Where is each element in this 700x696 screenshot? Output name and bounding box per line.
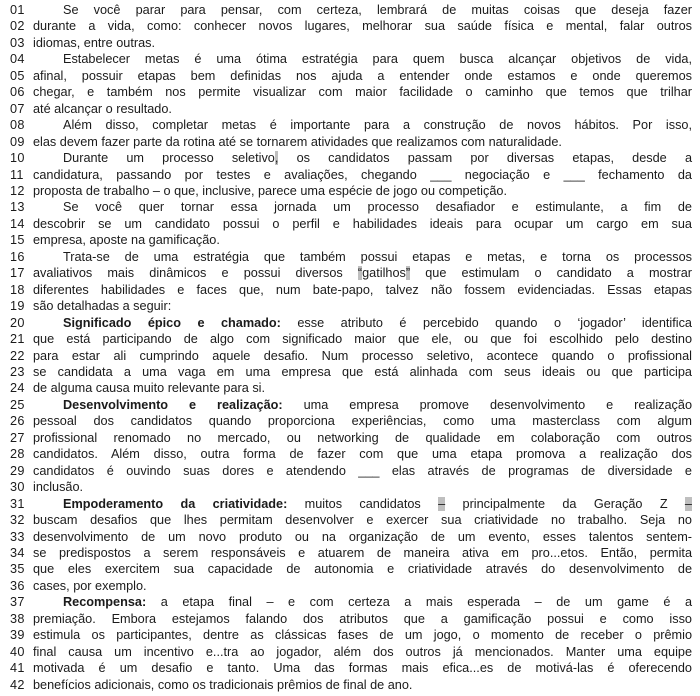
line-text <box>33 479 692 495</box>
text-line <box>10 397 692 413</box>
line-text <box>33 68 692 84</box>
line-text <box>33 167 692 183</box>
text-line <box>10 101 692 117</box>
line-number: 18 <box>10 282 25 297</box>
line-number: 25 <box>10 397 25 412</box>
line-number: 23 <box>10 364 25 379</box>
line-number: 08 <box>10 118 25 133</box>
line-number: 33 <box>10 529 25 544</box>
line-number: 14 <box>10 216 25 231</box>
line-number: 28 <box>10 447 25 462</box>
line-number: 16 <box>10 249 25 264</box>
highlighted-text: “ <box>357 266 363 281</box>
body-text: gatilhos <box>362 266 406 281</box>
highlighted-text: – <box>684 496 692 511</box>
line-number: 15 <box>10 233 25 248</box>
line-text <box>33 413 692 429</box>
bold-heading-text: Recompensa: <box>63 595 147 610</box>
text-line <box>10 545 692 561</box>
line-number: 32 <box>10 513 25 528</box>
text-line <box>10 117 692 133</box>
line-number: 03 <box>10 35 25 50</box>
text-line <box>10 282 692 298</box>
line-text <box>33 282 692 298</box>
line-text <box>33 644 692 660</box>
text-line <box>10 479 692 495</box>
line-text <box>33 660 692 676</box>
line-number: 06 <box>10 85 25 100</box>
body-text: buscam desafios que lhes permitam desenvolver e exercer sua criatividade no trabalho. Seja no <box>33 513 692 528</box>
text-line <box>10 611 692 627</box>
line-number: 38 <box>10 611 25 626</box>
body-text: durante a vida, como: conhecer novos lugares, melhorar sua saúde física e mental, falar outros <box>33 19 692 34</box>
line-text <box>33 397 692 413</box>
text-line <box>10 2 692 18</box>
text-line <box>10 331 692 347</box>
body-text: profissional renomado no mercado, ou networking de qualidade em colaboração com outros <box>33 430 692 445</box>
line-text <box>33 364 692 380</box>
line-text <box>33 298 692 314</box>
line-number: 12 <box>10 183 25 198</box>
text-line <box>10 348 692 364</box>
text-line <box>10 167 692 183</box>
line-text <box>33 578 692 594</box>
line-text <box>33 348 692 364</box>
text-line <box>10 249 692 265</box>
body-text: estimula os participantes, dentre as clássicas fases de um jogo, o momento de receber o prêmio <box>33 628 692 643</box>
body-text: que estimulam o candidato a mostrar <box>410 266 692 281</box>
text-line <box>10 578 692 594</box>
line-text <box>33 463 692 479</box>
line-text <box>33 199 692 215</box>
body-text: para estar ali cumprindo aquele desafio. Num processo seletivo, acontece quando o profissional <box>33 348 692 363</box>
body-text: chegar, e também nos permite visualizar com maior facilidade o caminho que temos que trilhar <box>33 85 692 100</box>
highlighted-text: – <box>438 496 446 511</box>
line-number: 36 <box>10 578 25 593</box>
line-text <box>33 51 692 67</box>
bold-heading-text: Significado épico e chamado: <box>63 315 281 330</box>
text-line <box>10 216 692 232</box>
body-text: se candidata a uma vaga em uma empresa que está alinhada com seus ideais ou que participa <box>33 364 692 379</box>
text-line <box>10 84 692 100</box>
text-line <box>10 430 692 446</box>
line-text <box>33 430 692 446</box>
line-number: 07 <box>10 101 25 116</box>
body-text: diferentes habilidades e faces que, num bate-papo, talvez não fossem evidenciadas. Essas etapas <box>33 282 692 297</box>
text-line <box>10 380 692 396</box>
line-text <box>33 84 692 100</box>
body-text: os candidatos passam por diversas etapas, desde a <box>278 151 692 166</box>
body-text: Além disso, completar metas é importante para a construção de novos hábitos. Por isso, <box>63 118 692 133</box>
text-line <box>10 496 692 512</box>
line-number: 05 <box>10 68 25 83</box>
body-text: idiomas, entre outras. <box>33 35 155 50</box>
line-number: 39 <box>10 628 25 643</box>
body-text: principalmente da Geração Z <box>445 496 685 511</box>
line-number: 01 <box>10 3 25 17</box>
body-text: avaliativos mais dinâmicos e possui diversos <box>33 266 358 281</box>
line-text <box>33 265 692 281</box>
text-line <box>10 627 692 643</box>
text-line <box>10 446 692 462</box>
line-text <box>33 18 692 34</box>
line-text <box>33 232 692 248</box>
line-number: 41 <box>10 661 25 676</box>
line-text <box>33 446 692 462</box>
line-text <box>33 183 692 199</box>
text-line <box>10 512 692 528</box>
body-text: de alguma causa muito relevante para si. <box>33 381 266 396</box>
line-number: 26 <box>10 414 25 429</box>
body-text: afinal, possuir etapas bem definidas nos ajuda a entender onde estamos e onde queremos <box>33 68 692 83</box>
text-line <box>10 232 692 248</box>
text-line <box>10 199 692 215</box>
text-line <box>10 35 692 51</box>
body-text: Durante um processo seletivo <box>63 151 275 166</box>
line-text <box>33 594 692 610</box>
text-line <box>10 68 692 84</box>
text-line <box>10 677 692 693</box>
line-number: 31 <box>10 496 25 511</box>
line-text <box>33 35 692 51</box>
line-text <box>33 545 692 561</box>
body-text: candidatos. Além disso, outra forma de fazer com que uma etapa promova a realização dos <box>33 447 692 462</box>
line-text <box>33 496 692 512</box>
body-text: Se você parar para pensar, com certeza, lembrará de muitas coisas que deseja fazer <box>63 3 692 17</box>
body-text: descobrir se um candidato possui o perfil e habilidades ideais para ocupar um cargo em sua <box>33 216 692 231</box>
line-text <box>33 216 692 232</box>
text-line <box>10 18 692 34</box>
line-text <box>33 134 692 150</box>
line-number: 34 <box>10 545 25 560</box>
line-text <box>33 512 692 528</box>
line-text <box>33 315 692 331</box>
body-text: são detalhadas a seguir: <box>33 299 172 314</box>
line-number: 04 <box>10 52 25 67</box>
line-text <box>33 529 692 545</box>
line-text <box>33 117 692 133</box>
body-text: cases, por exemplo. <box>33 578 147 593</box>
line-text <box>33 249 692 265</box>
text-line <box>10 364 692 380</box>
body-text: final causa um incentivo e...tra ao jogador, além dos outros já mencionados. Manter uma equipe <box>33 644 692 659</box>
text-line <box>10 298 692 314</box>
text-line <box>10 150 692 166</box>
line-number: 10 <box>10 151 25 166</box>
body-text: desenvolvimento de um novo produto ou na organização de um evento, esses talentos sentem- <box>33 529 692 544</box>
line-number: 24 <box>10 381 25 396</box>
line-number: 22 <box>10 348 25 363</box>
body-text: empresa, aposte na gamificação. <box>33 233 220 248</box>
line-number: 42 <box>10 677 25 692</box>
body-text: pessoal dos candidatos quando proporciona experiências, como uma masterclass com algum <box>33 414 692 429</box>
text-line <box>10 644 692 660</box>
body-text: a etapa final – e com certeza a mais esperada – de um game é a <box>146 595 692 610</box>
body-text: Se você quer tornar essa jornada um processo desafiador e estimulante, a fim de <box>63 200 692 215</box>
line-number: 40 <box>10 644 25 659</box>
text-line <box>10 529 692 545</box>
text-line <box>10 51 692 67</box>
line-text <box>33 677 692 693</box>
body-text: uma empresa promove desenvolvimento e realização <box>282 397 693 412</box>
bold-heading-text: Desenvolvimento e realização: <box>63 397 283 412</box>
line-text <box>33 611 692 627</box>
line-number: 09 <box>10 134 25 149</box>
text-line <box>10 134 692 150</box>
text-line <box>10 265 692 281</box>
body-text: benefícios adicionais, como os tradicionais prêmios de final de ano. <box>33 677 413 692</box>
line-number: 27 <box>10 430 25 445</box>
body-text: proposta de trabalho – o que, inclusive, parece uma espécie de jogo ou competição. <box>33 183 507 198</box>
body-text: que está participando de algo com significado maior que ele, ou que foi escolhido pelo destino <box>33 332 692 347</box>
line-number: 17 <box>10 266 25 281</box>
line-number: 30 <box>10 480 25 495</box>
body-text: inclusão. <box>33 480 84 495</box>
body-text: que eles exercitem sua capacidade de autonomia e criatividade através do desenvolvimento de <box>33 562 692 577</box>
line-text <box>33 2 692 18</box>
body-text: candidatura, passando por testes e avaliações, chegando ___ negociação e ___ fechamento da <box>33 167 692 182</box>
text-line <box>10 660 692 676</box>
text-line <box>10 413 692 429</box>
line-text <box>33 380 692 396</box>
line-number: 13 <box>10 200 25 215</box>
line-number: 29 <box>10 463 25 478</box>
body-text: se predispostos a serem responsáveis e atuarem de maneira ativa em pro...etos. Então, permita <box>33 545 692 560</box>
line-number: 02 <box>10 19 25 34</box>
text-line <box>10 561 692 577</box>
line-text <box>33 331 692 347</box>
line-text <box>33 101 692 117</box>
highlighted-text: , <box>274 151 279 166</box>
body-text: Estabelecer metas é uma ótima estratégia para quem busca alcançar objetivos de vida, <box>63 52 692 67</box>
body-text: elas devem fazer parte da rotina até se tornarem atividades que realizamos com naturalidade. <box>33 134 562 149</box>
highlighted-text: ” <box>405 266 411 281</box>
body-text: premiação. Embora estejamos falando dos atributos que a gamificação possui e como isso <box>33 611 692 626</box>
line-number: 20 <box>10 315 25 330</box>
line-text <box>33 561 692 577</box>
line-number: 21 <box>10 332 25 347</box>
text-line <box>10 183 692 199</box>
line-number: 19 <box>10 299 25 314</box>
body-text: muitos candidatos <box>287 496 439 511</box>
line-text <box>33 150 692 166</box>
text-line <box>10 463 692 479</box>
line-number: 35 <box>10 562 25 577</box>
text-line <box>10 594 692 610</box>
body-text: motivada é um desafio e tanto. Uma das formas mais efica...es de motivá-las é oferecendo <box>33 661 692 676</box>
body-text: candidatos é ouvindo suas dores e atendendo ___ elas através de programas de diversidade e <box>33 463 692 478</box>
body-text: esse atributo é percebido quando o ‘jogador’ identifica <box>280 315 692 330</box>
text-line <box>10 315 692 331</box>
line-text <box>33 627 692 643</box>
line-number: 11 <box>10 167 24 182</box>
body-text: até alcançar o resultado. <box>33 101 172 116</box>
line-number: 37 <box>10 595 25 610</box>
bold-heading-text: Empoderamento da criatividade: <box>63 496 288 511</box>
body-text: Trata-se de uma estratégia que também possui etapas e metas, e torna os processos <box>63 249 692 264</box>
